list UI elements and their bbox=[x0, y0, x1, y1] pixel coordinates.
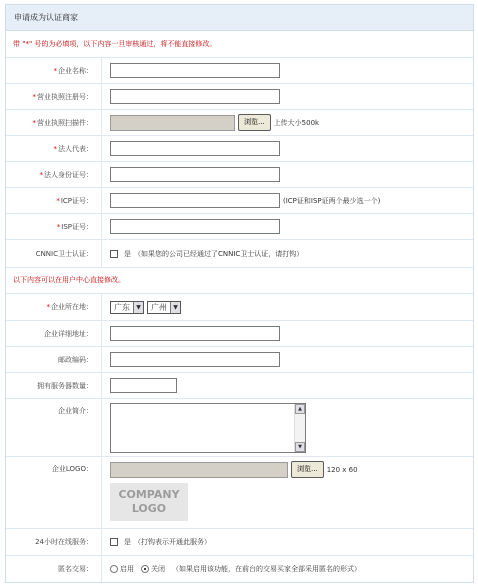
icp-hint: (ICP证和ISP证两个最少选一个) bbox=[283, 196, 381, 205]
label-license-no: 营业执照注册号： bbox=[37, 92, 93, 101]
row-anonymous bbox=[6, 556, 473, 582]
label-online: 24小时在线服务： bbox=[35, 538, 93, 546]
row-servers bbox=[6, 373, 473, 399]
icp-input[interactable] bbox=[110, 193, 280, 208]
required-asterisk: * bbox=[56, 222, 61, 231]
anon-enable-label: 启用 bbox=[120, 565, 134, 573]
required-notice: 带 "*" 号的为必填项，以下内容一旦审核通过，将不能直接修改。 bbox=[6, 31, 473, 58]
row-online-service bbox=[6, 529, 473, 556]
city-select[interactable] bbox=[147, 301, 181, 314]
label-servers: 拥有服务器数量： bbox=[37, 381, 93, 390]
scroll-down-icon[interactable]: ▼ bbox=[295, 442, 305, 452]
cnnic-hint: （如果您的公司已经通过了CNNIC卫士认证，请打钩） bbox=[134, 249, 304, 258]
form-title: 申请成为认证商家 bbox=[6, 5, 473, 31]
legal-id-input[interactable] bbox=[110, 167, 280, 182]
chevron-down-icon: ▼ bbox=[133, 302, 143, 313]
anon-disable-label: 关闭 bbox=[151, 565, 165, 573]
anon-disable-radio[interactable] bbox=[141, 565, 149, 573]
required-asterisk: * bbox=[53, 66, 57, 75]
province-select[interactable] bbox=[110, 301, 144, 314]
row-license-no bbox=[6, 84, 473, 110]
row-legal-id bbox=[6, 162, 473, 188]
row-legal-rep bbox=[6, 136, 473, 162]
textarea-scrollbar[interactable] bbox=[294, 404, 305, 452]
isp-input[interactable] bbox=[110, 219, 280, 234]
required-asterisk: * bbox=[46, 303, 50, 311]
anon-enable-option[interactable] bbox=[110, 564, 134, 574]
required-asterisk: * bbox=[39, 170, 43, 179]
label-logo: 企业LOGO： bbox=[51, 465, 93, 473]
label-legal-rep: 法人代表： bbox=[58, 144, 93, 153]
legal-rep-input[interactable] bbox=[110, 141, 280, 156]
online-hint: （打钩表示开通此服务） bbox=[134, 538, 211, 546]
row-isp bbox=[6, 214, 473, 240]
label-cnnic: CNNIC卫士认证： bbox=[35, 249, 93, 258]
anon-enable-radio[interactable] bbox=[110, 565, 118, 573]
chevron-down-icon: ▼ bbox=[170, 302, 180, 313]
intro-textarea[interactable] bbox=[110, 403, 306, 453]
certified-merchant-form bbox=[5, 4, 474, 583]
anon-hint: （如果启用该功能，在前台的交易买家全部采用匿名的形式） bbox=[172, 565, 361, 573]
logo-placeholder-line2: LOGO bbox=[131, 502, 167, 515]
province-value: 广东 bbox=[114, 302, 130, 312]
license-scan-browse-button[interactable]: 浏览... bbox=[238, 114, 271, 131]
label-company-name: 企业名称： bbox=[58, 66, 93, 75]
logo-file-field[interactable] bbox=[110, 462, 288, 478]
scroll-up-icon[interactable]: ▲ bbox=[295, 404, 305, 414]
label-license-scan: 营业执照扫描件： bbox=[37, 118, 93, 127]
label-legal-id: 法人身份证号： bbox=[44, 170, 93, 179]
editable-notice: 以下内容可以在用户中心直接修改。 bbox=[6, 268, 473, 294]
postcode-input[interactable] bbox=[110, 352, 280, 367]
label-intro: 企业简介： bbox=[58, 407, 93, 415]
logo-size-hint: 120 x 60 bbox=[326, 465, 358, 474]
city-value: 广州 bbox=[151, 302, 167, 312]
required-asterisk: * bbox=[32, 92, 36, 101]
online-service-checkbox[interactable] bbox=[110, 538, 118, 546]
cnnic-checkbox[interactable] bbox=[110, 250, 118, 258]
label-icp: ICP证号： bbox=[60, 196, 93, 205]
company-name-input[interactable] bbox=[110, 63, 280, 78]
logo-browse-button[interactable]: 浏览... bbox=[291, 461, 324, 478]
label-isp: ISP证号： bbox=[61, 222, 93, 231]
label-location: 企业所在地： bbox=[51, 303, 93, 311]
row-logo bbox=[6, 457, 473, 529]
required-asterisk: * bbox=[56, 196, 60, 205]
cnnic-option-label: 是 bbox=[124, 249, 131, 258]
required-asterisk: * bbox=[53, 144, 57, 153]
label-postcode: 邮政编码： bbox=[58, 355, 93, 364]
label-anonymous: 匿名交易： bbox=[58, 565, 93, 573]
row-company-name bbox=[6, 58, 473, 84]
row-postcode bbox=[6, 347, 473, 373]
company-logo-placeholder bbox=[110, 483, 188, 521]
online-option-label: 是 bbox=[124, 538, 131, 546]
row-cnnic bbox=[6, 240, 473, 268]
license-scan-file-field[interactable] bbox=[110, 115, 235, 131]
address-input[interactable] bbox=[110, 326, 280, 341]
row-location bbox=[6, 294, 473, 321]
row-intro bbox=[6, 399, 473, 457]
row-icp bbox=[6, 188, 473, 214]
servers-input[interactable] bbox=[110, 378, 177, 393]
logo-placeholder-line1: COMPANY bbox=[118, 488, 180, 501]
row-address bbox=[6, 321, 473, 347]
license-scan-hint: 上传大小500k bbox=[273, 118, 320, 127]
row-license-scan bbox=[6, 110, 473, 136]
required-asterisk: * bbox=[32, 118, 36, 127]
anon-disable-option[interactable] bbox=[141, 564, 165, 574]
license-no-input[interactable] bbox=[110, 89, 280, 104]
label-address: 企业详细地址： bbox=[44, 329, 93, 338]
